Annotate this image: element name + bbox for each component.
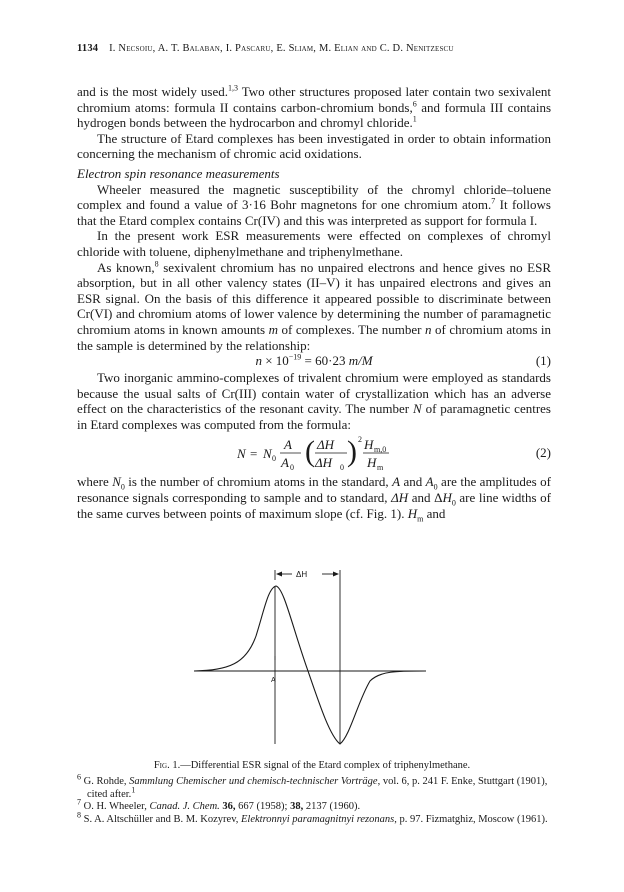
math-var: H: [407, 505, 418, 521]
footnote-mark: 6: [77, 772, 81, 782]
equation-number: (2): [535, 445, 551, 461]
math-sub: 0: [451, 498, 456, 508]
math-sub: 0: [340, 463, 344, 473]
text-run: , p. 97. Fizmatghiz, Moscow (1961).: [394, 813, 548, 825]
text-run: G. Rohde,: [81, 776, 130, 787]
text-run: of chromium atoms in the sample is determined by the relationship:: [77, 321, 552, 353]
math-var: A: [425, 474, 434, 490]
citation-ref: 1: [412, 114, 417, 124]
math-var: N: [112, 474, 121, 490]
text-run: O. H. Wheeler,: [81, 801, 150, 812]
text-run: are line widths of the same curves between points of maximum slope (cf. Fig. 1).: [77, 490, 551, 521]
math-var: A: [284, 437, 292, 453]
math-sub: m: [417, 514, 424, 524]
esr-signal-figure: [184, 566, 434, 756]
math-var: n: [255, 353, 262, 369]
text-run: Elektronnyi paramagnitnyi rezonans: [241, 813, 395, 825]
equation-2: [77, 432, 551, 474]
text-run: and: [423, 505, 446, 521]
text-run: is the number of chromium atoms in the standard,: [124, 474, 393, 490]
text-run: Two inorganic ammino-complexes of trivalent chromium were employed as standards because the usual salts of Cr(III) contain water of crystallization which has an adverse effect on the characteristics of the resonant cavity. The number: [77, 370, 551, 417]
math-var: N: [263, 446, 272, 462]
left-paren: (: [305, 435, 315, 469]
footnote: [77, 797, 551, 814]
text-run: are the amplitudes of resonance signals corresponding to sample and to standard,: [77, 474, 551, 506]
text-run: S. A. Altschüller and B. M. Kozyrev,: [81, 813, 242, 825]
math-var: N: [237, 446, 246, 462]
arrowhead: [276, 572, 282, 577]
equation-2-formula: [237, 432, 437, 474]
paragraph: [77, 182, 551, 229]
text-run: It follows that the Etard complex contains Cr(IV) and this was interpreted as support for formula I.: [77, 197, 551, 228]
citation-ref: 7: [491, 196, 496, 206]
math-sub: m: [377, 463, 384, 473]
text-run: and formula III contains hydrogen bonds between the hydrocarbon and chromyl chloride.: [77, 99, 551, 131]
arrowhead: [333, 572, 339, 577]
citation-ref: 6: [412, 99, 417, 109]
header-authors: I. Necsoiu, A. T. Balaban, I. Pascaru, E. Sliam, M. Elian and C. D. Nenitzescu: [109, 43, 454, 54]
math-var: ΔH: [391, 490, 409, 506]
math-exponent: −19: [288, 352, 302, 362]
text-run: and is the most widely used.: [77, 84, 228, 99]
text-run: where: [77, 474, 113, 490]
math-var: H: [367, 455, 377, 471]
equation-1-body: [255, 353, 372, 368]
text-run: Wheeler measured the magnetic susceptibility of the chromyl chloride–toluene complex and found a value of 3·16 Bohr magnetons for one chromium atom.: [77, 181, 551, 213]
text-run: Two other structures proposed later contain two sexivalent chromium atoms: formula II contains carbon-chromium bonds,: [77, 84, 551, 115]
text-run: As known,: [97, 259, 155, 275]
text-run: sexivalent chromium has no unpaired electrons and hence gives no ESR absorption, but in all other valency states (II–V) it has unpaired electrons and gives an ESR signal. On the basis of this difference it appeared possible to discriminate between Cr(VI) and chromium atoms of lower valence by determining the number of paramagnetic chromium atoms in known amounts: [77, 259, 552, 337]
text-run: 2137 (1960).: [303, 801, 361, 812]
text-run: Sammlung Chemischer und chemisch-technischer Vorträge: [129, 776, 378, 787]
footnote: [77, 772, 551, 801]
math-var: ΔH: [317, 437, 335, 453]
math-var: n: [425, 321, 432, 337]
paragraph: [77, 84, 551, 131]
citation-ref: 1: [131, 785, 136, 794]
text-run: 38,: [290, 801, 304, 812]
footnote-mark: 7: [77, 797, 81, 807]
running-header: [77, 43, 454, 54]
math-sub: 0: [120, 483, 125, 493]
footnote: [77, 810, 551, 827]
math-var: m/M: [348, 353, 373, 369]
text-run: of complexes. The number: [278, 321, 425, 337]
math-exponent: 2: [358, 435, 362, 445]
paragraph: In the present work ESR measurements were effected on complexes of chromyl chloride with toluene, diphenylmethane and triphenylmethane.: [77, 228, 551, 259]
math-sub: 0: [290, 463, 294, 473]
signal-curve: [194, 586, 426, 744]
math-var: H: [442, 490, 452, 506]
math-var: A: [281, 455, 289, 471]
citation-ref: 1,3: [227, 83, 238, 93]
math-text: × 10: [261, 353, 289, 369]
text-run: 667 (1958);: [235, 801, 291, 812]
caption-text: —Differential ESR signal of the Etard complex of triphenylmethane.: [180, 760, 471, 771]
paragraph: [77, 370, 551, 432]
equation-1: [77, 353, 551, 370]
article-body: [77, 83, 552, 524]
figure-caption: [0, 760, 624, 771]
text-run: Canad. J. Chem.: [149, 801, 220, 812]
text-run: 36,: [219, 801, 236, 812]
math-var: H: [364, 437, 374, 453]
footnote-mark: 8: [77, 810, 81, 819]
math-text: = 60·23: [301, 353, 349, 369]
figure-label: Fig. 1.: [153, 760, 181, 771]
page-number: 1134: [77, 43, 99, 54]
delta-h-label: ΔH: [296, 570, 308, 579]
math-var: N: [413, 401, 422, 417]
section-heading: Electron spin resonance measurements: [77, 165, 280, 181]
amplitude-label: A: [271, 677, 276, 684]
text-run: , vol. 6, p. 241 F. Enke, Stuttgart (1901), cited after.: [87, 776, 548, 800]
paragraph: [77, 474, 551, 524]
math-var: ΔH: [315, 455, 333, 471]
text-run: and Δ: [408, 490, 443, 506]
math-sub: 0: [272, 454, 276, 464]
footnotes: [77, 772, 551, 826]
math-sub: 0: [433, 483, 438, 493]
paragraph: [77, 260, 551, 354]
math-var: m: [268, 321, 279, 337]
right-paren: ): [347, 435, 357, 469]
citation-ref: 8: [154, 259, 159, 269]
paragraph: The structure of Etard complexes has been investigated in order to obtain information concerning the mechanism of chromic acid oxidations.: [77, 130, 551, 162]
math-var: A: [392, 474, 401, 490]
math-sub: m,0: [374, 445, 387, 455]
text-run: of paramagnetic centres in Etard complexes was computed from the formula:: [77, 401, 551, 432]
equation-number: (1): [535, 353, 551, 369]
text-run: and: [400, 474, 426, 490]
math-text: =: [250, 446, 258, 462]
